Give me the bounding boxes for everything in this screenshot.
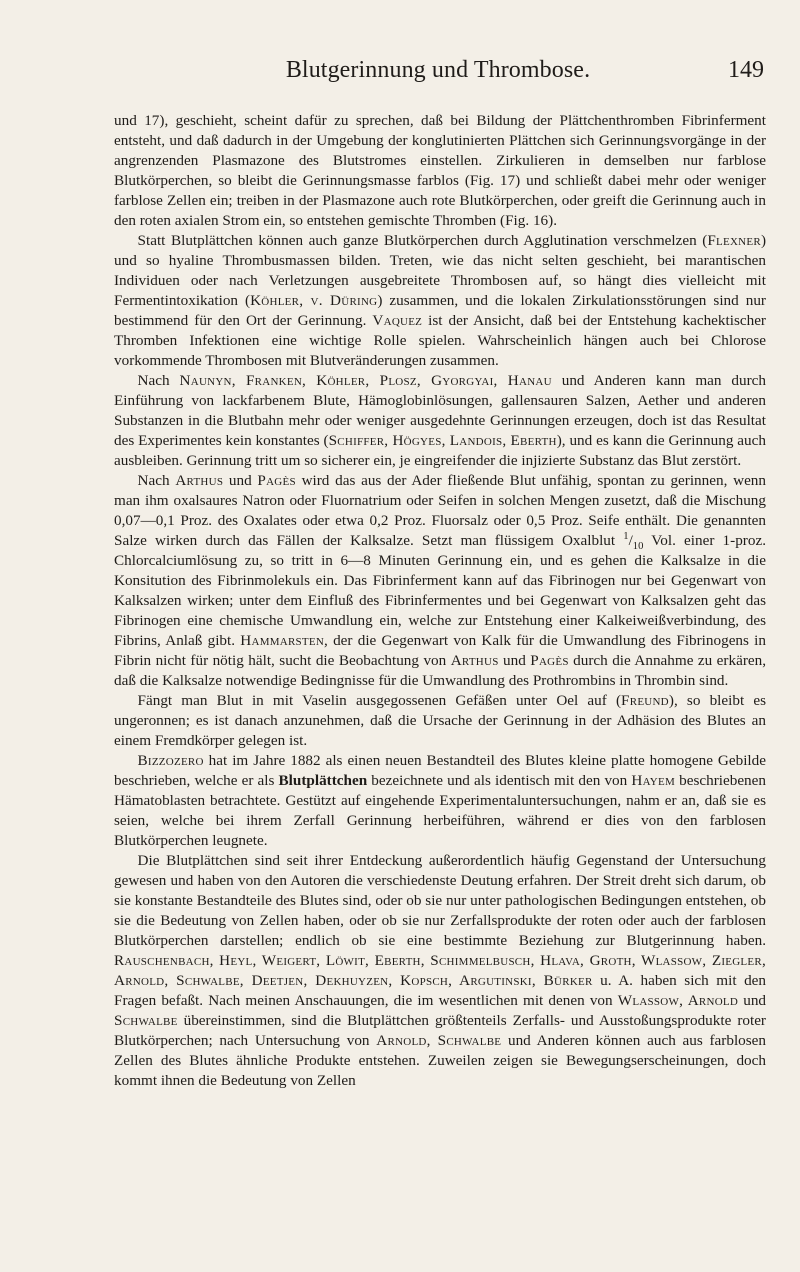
author-name: Bizzozero — [137, 752, 204, 769]
author-name: Freund — [621, 692, 669, 709]
running-title: Blutgerinnung und Thrombose. — [285, 57, 591, 83]
text-run: und Anderen können auch aus farblosen Zellen des Blutes ähnliche Produkte entstehen. Zuweilen zeigen sie Bewegungserscheinungen, doch kommt ihnen die Bedeutung von Zellen — [114, 1032, 767, 1089]
text-run: beschriebenen Hämatoblasten betrachtete. Gestützt auf eingehende Experimentaluntersuchungen, nahm er an, daß sie es seien, welche bei ihrem Zerfall Gerinnung herbeiführen, während er dies von den farblosen Blutkörperchen leugnete. — [114, 772, 766, 849]
text-run: ist der Ansicht, daß bei der Entstehung kachektischer Thromben Infektionen eine wichtige Rolle spielen. Wahrscheinlich hängen auch bei Chlorose vorkommende Thrombosen mit Blutveränderungen zusammen. — [114, 312, 766, 369]
text-run: und — [738, 992, 767, 1009]
fraction: $^1/_{10}$ — [623, 530, 644, 553]
text-run: Die Blutplättchen sind seit ihrer Entdeckung außerordentlich häufig Gegenstand der Untersuchung gewesen und haben von den Autoren die verschiedenste Deutung erfahren. Der Streit dreht sich darum, ob sie konstante Bestandteile des Blutes sind, oder ob sie nur unter pathologischen Bedingungen entstehen, ob sie die Bedeutung von Zellen haben, oder ob sie nur Zerfallsprodukte der roten oder auch der farblosen Blutkörperchen darstellen; endlich ob sie eine bestimmte Beziehung zur Blutgerinnung haben. — [114, 852, 766, 949]
text-run: und — [223, 472, 258, 489]
author-names: Arnold, Schwalbe — [376, 1032, 502, 1049]
page-header — [112, 55, 764, 85]
paragraph-5 — [114, 691, 766, 751]
fraction-numerator: 1 — [623, 530, 629, 542]
fraction-denominator: 10 — [632, 541, 644, 553]
paragraph-6 — [114, 751, 766, 851]
page-number: 149 — [728, 57, 764, 83]
author-name: Arthus — [450, 652, 499, 669]
author-name: Arthus — [175, 472, 224, 489]
text-run: ) und so hyaline Thrombusmassen bilden. Treten, wie das nicht selten geschieht, bei marantischen Individuen oder nach Verletzungen ausgebreitete Thrombosen auf, so hängt dies vielleicht mit Fermentintoxikation ( — [114, 232, 766, 309]
text-run: wird das aus der Ader fließende Blut unfähig, spontan zu gerinnen, wenn man ihm oxalsaures Natron oder Fluornatrium oder Seifen in solchen Mengen zusetzt, daß die Mischung 0,07—0,1 Proz. des Oxalates oder etwa 0,2 Proz. Fluorsalz oder 0,5 Proz. Seife enthält. Die genannten Salze wirken durch das Fällen der Kalksalze. Setzt man flüssigem Oxalblut — [114, 472, 766, 549]
text-run: Nach — [137, 372, 180, 389]
paragraph-2 — [114, 231, 766, 371]
paragraph-1 — [114, 111, 766, 231]
author-names: Köhler, v. Düring — [250, 292, 378, 309]
author-name: Flexner — [707, 232, 761, 249]
paragraph-7 — [114, 851, 766, 1091]
text-run: und Anderen kann man durch Einführung von lackfarbenem Blute, Hämoglobinlösungen, gallensauren Salzen, Aether und anderen Substanzen in die Blutbahn mehr oder weniger ausgedehnte Gerinnungen erzeugen, doch ist das Resultat des Experimentes kein konstantes ( — [114, 372, 766, 449]
text-run: ), so bleibt es ungeronnen; es ist danach anzunehmen, daß die Ursache der Gerinnung in der Adhäsion des Blutes an einem Fremdkörper gelegen ist. — [114, 692, 766, 749]
author-names: Rauschenbach, Heyl, Weigert, Löwit, Eberth, Schimmelbusch, Hlava, Groth, Wlassow, Ziegler, Arnold, Schwalbe, Deetjen, Dekhuyzen, Kopsch, Argutinski, Bürker — [114, 952, 766, 989]
text-run: hat im Jahre 1882 als einen neuen Bestandteil des Blutes kleine platte homogene Gebilde beschrieben, welche er als — [114, 752, 766, 789]
text-run: , der die Gegenwart von Kalk für die Umwandlung des Fibrinogens in Fibrin nicht für nötig hält, sucht die Beobachtung von — [114, 632, 766, 669]
author-name: Hayem — [631, 772, 675, 789]
text-run: Vol. einer 1-proz. Chlorcalciumlösung zu, so tritt in 6—8 Minuten Gerinnung ein, und es gehen die Kalksalze in die Konsitution des Fibrinmolekuls ein. Das Fibrinferment kann auf das Fibrinogen nur bei Gegenwart von Kalksalzen wirken; unter dem Einfluß des Fibrinfermentes und bei Gegenwart von Kalksalzen geht das Fibrinogen eine chemische Umwandlung ein, welche zur Entstehung einer Kalkeiweißverbindung, des Fibrins, Anlaß gibt. — [114, 532, 766, 649]
text-run: u. A. haben sich mit den Fragen befaßt. Nach meinen Anschauungen, die im wesentlichen mit denen von — [114, 972, 766, 1009]
text-run: Fängt man Blut in mit Vaselin ausgegossenen Gefäßen unter Oel auf ( — [137, 692, 622, 709]
text-run: Statt Blutplättchen können auch ganze Blutkörperchen durch Agglutination verschmelzen ( — [137, 232, 708, 249]
author-names: Wlassow, Arnold — [617, 992, 739, 1009]
text-run: bezeichnete und als identisch mit den von — [367, 772, 632, 789]
text-run: Nach — [137, 472, 176, 489]
emphasized-term: Blutplättchen — [278, 772, 368, 789]
body-text — [114, 111, 766, 1091]
paragraph-4 — [114, 471, 766, 691]
author-names: Schiffer, Högyes, Landois, Eberth — [328, 432, 557, 449]
paragraph-3 — [114, 371, 766, 471]
text-run: und — [498, 652, 531, 669]
text-run: und 17), geschieht, scheint dafür zu sprechen, daß bei Bildung der Plättchenthromben Fibrinferment entsteht, und daß dadurch in der Umgebung der konglutinierten Plättchen sich Gerinnungsvorgänge in der angrenzenden Plasmazone des Blutstromes einstellen. Zirkulieren in demselben nur farblose Blutkörperchen, so bleibt die Gerinnungsmasse farblos (Fig. 17) und schließt dabei mehr oder weniger farblose Zellen ein; treiben in der Plasmazone auch rote Blutkörperchen, oder greift die Gerinnung auch in den roten axialen Strom ein, so entstehen gemischte Thromben (Fig. 16). — [114, 112, 766, 229]
text-run: ), und es kann die Gerinnung auch ausbleiben. Gerinnung tritt um so sicherer ein, je eingreifender die injizierte Substanz das Blut zerstört. — [114, 432, 766, 469]
author-name: Pagès — [530, 652, 569, 669]
author-name: Hammarsten — [240, 632, 325, 649]
author-name: Schwalbe — [114, 1012, 178, 1029]
text-run: ) zusammen, und die lokalen Zirkulationsstörungen sind nur bestimmend für den Ort der Gerinnung. — [114, 292, 766, 329]
author-name: Pagès — [257, 472, 296, 489]
author-name: Vaquez — [372, 312, 423, 329]
author-names: Naunyn, Franken, Köhler, Plosz, Gyorgyai, Hanau — [179, 372, 552, 389]
text-run: übereinstimmen, sind die Blutplättchen größtenteils Zerfalls- und Ausstoßungsprodukte roter Blutkörperchen; nach Untersuchung von — [114, 1012, 766, 1049]
text-run: durch die Annahme zu erkären, daß die Kalksalze notwendige Bedingnisse für die Umwandlung des Prothrombins in Thrombin sind. — [114, 652, 767, 689]
